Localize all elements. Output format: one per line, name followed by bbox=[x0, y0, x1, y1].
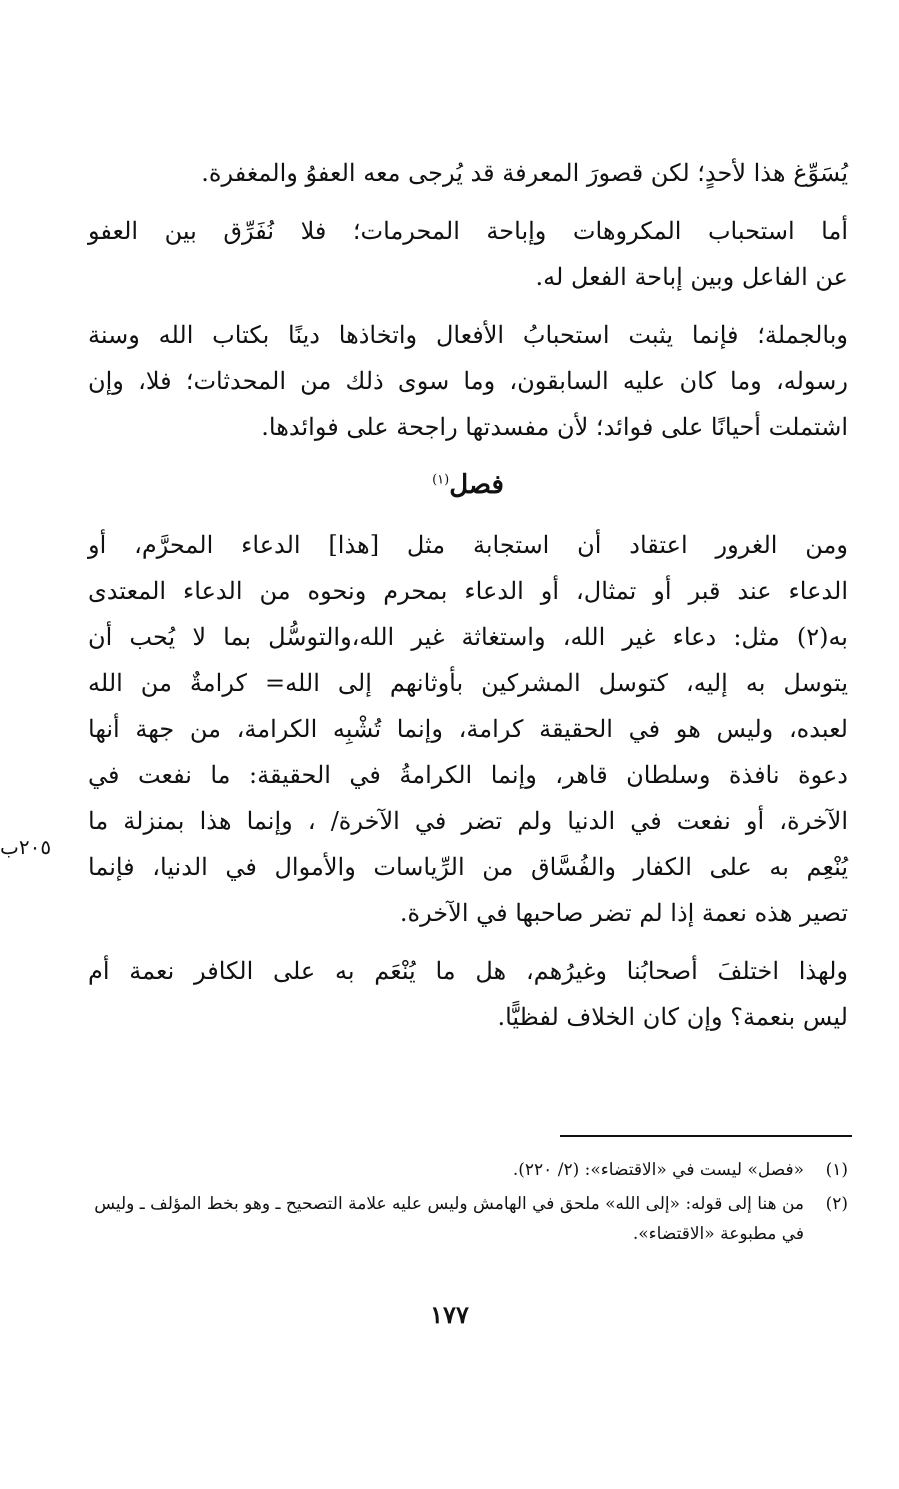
paragraph bbox=[88, 208, 848, 300]
text-line: يُنْعِم به على الكفار والفُسَّاق من الرِّياسات والأموال في الدنيا، فإنما bbox=[88, 853, 848, 881]
text-line: اشتملت أحيانًا على فوائد؛ لأن مفسدتها راجحة على فوائدها. bbox=[261, 413, 848, 441]
footnotes bbox=[88, 1155, 848, 1253]
footnote-number: (١) bbox=[825, 1160, 848, 1180]
footnote-text: من هنا إلى قوله: «إلى الله» ملحق في الهامش وليس عليه علامة التصحيح ـ وهو بخط المؤلف ـ وليس في مطبوعة «الاقتضاء». bbox=[94, 1194, 804, 1244]
page-number: ١٧٧ bbox=[430, 1300, 469, 1329]
text-line: تصير هذه نعمة إذا لم تضر صاحبها في الآخرة. bbox=[399, 899, 848, 927]
intro-paragraphs bbox=[88, 150, 848, 450]
text-line: لعبده، وليس هو في الحقيقة كرامة، وإنما تُشْبِه الكرامة، من جهة أنها bbox=[88, 715, 848, 743]
heading-footnote-ref: (١) bbox=[432, 472, 450, 488]
paragraph bbox=[88, 150, 848, 196]
footnote-number: (٢) bbox=[825, 1194, 848, 1214]
text-line: دعوة نافذة وسلطان قاهر، وإنما الكرامةُ في الحقيقة: ما نفعت في bbox=[88, 761, 848, 789]
text-line: يُسَوِّغ هذا لأحدٍ؛ لكن قصورَ المعرفة قد يُرجى معه العفوُ والمغفرة. bbox=[201, 159, 848, 187]
paragraph bbox=[88, 312, 848, 450]
footnote bbox=[88, 1189, 848, 1249]
text-line: ومن الغرور اعتقاد أن استجابة مثل [هذا] الدعاء المحرَّم، أو bbox=[88, 531, 848, 559]
section-heading bbox=[88, 462, 848, 508]
page-body bbox=[88, 150, 848, 1052]
text-line: رسوله، وما كان عليه السابقون، وما سوى ذلك من المحدثات؛ فلا، وإن bbox=[88, 367, 848, 395]
text-line: وبالجملة؛ فإنما يثبت استحبابُ الأفعال واتخاذها دينًا بكتاب الله وسنة bbox=[88, 321, 848, 349]
text-line: ليس بنعمة؟ وإن كان الخلاف لفظيًّا. bbox=[497, 1003, 848, 1031]
margin-folio-note: ٢٠٥ب bbox=[0, 835, 52, 859]
paragraph bbox=[88, 522, 848, 936]
text-line: الآخرة، أو نفعت في الدنيا ولم تضر في الآخرة/ ، وإنما هذا بمنزلة ما bbox=[88, 807, 848, 835]
body-paragraphs bbox=[88, 522, 848, 1040]
text-line: ولهذا اختلفَ أصحابُنا وغيرُهم، هل ما يُنْعَم به على الكافر نعمة أم bbox=[88, 957, 848, 985]
footnote-divider bbox=[560, 1135, 852, 1137]
text-line: به(٢) مثل: دعاء غير الله، واستغاثة غير الله،والتوسُّل بما لا يُحب أن bbox=[88, 623, 848, 651]
text-line: عن الفاعل وبين إباحة الفعل له. bbox=[535, 263, 848, 291]
text-line: الدعاء عند قبر أو تمثال، أو الدعاء بمحرم ونحوه من الدعاء المعتدى bbox=[88, 577, 848, 605]
footnote-text: «فصل» ليست في «الاقتضاء»: (٢/ ٢٢٠). bbox=[512, 1160, 804, 1180]
text-line: أما استحباب المكروهات وإباحة المحرمات؛ فلا نُفَرِّق بين العفو bbox=[88, 217, 848, 245]
text-line: يتوسل به إليه، كتوسل المشركين بأوثانهم إلى الله= كرامةٌ من الله bbox=[88, 669, 848, 697]
section-heading-text: فصل bbox=[449, 470, 504, 500]
paragraph bbox=[88, 948, 848, 1040]
footnote bbox=[88, 1155, 848, 1185]
